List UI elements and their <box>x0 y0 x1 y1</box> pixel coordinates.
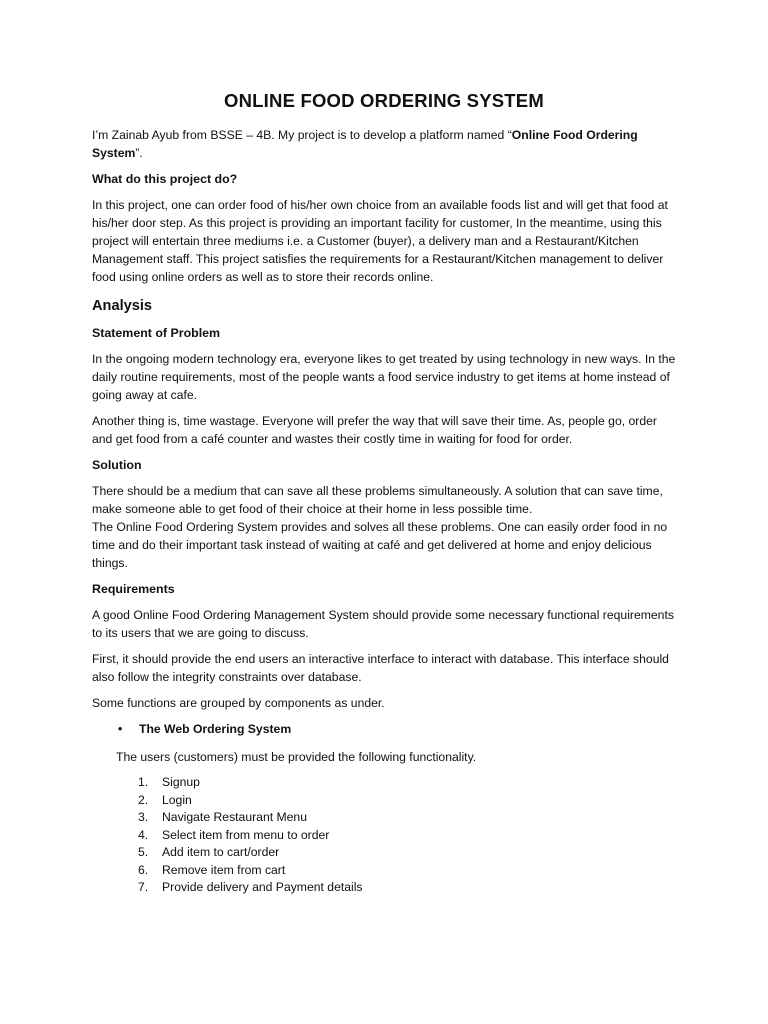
requirements-paragraph-1: A good Online Food Ordering Management System should provide some necessary functional requirements to its users that we are going to discuss. <box>92 608 674 640</box>
intro-prefix: I’m Zainab Ayub from BSSE – 4B. My project is to develop a platform named “ <box>92 128 512 142</box>
what-paragraph: In this project, one can order food of his/her own choice from an available foods list and will get that food at his/her door step. As this project is providing an important facility for customer, In the meantime, using this project will entertain three mediums i.e. a Customer (buyer), a delivery man and a Restaurant/Kitchen Management staff. This project satisfies the requirements for a Restaurant/Kitchen management to deliver food using online orders as well as to store their records online. <box>92 198 668 284</box>
problem-paragraph-1: In the ongoing modern technology era, everyone likes to get treated by using technology in new ways. In the daily routine requirements, most of the people wants a food service industry to get items at home instead of going away at cafe. <box>92 352 676 402</box>
users-paragraph: The users (customers) must be provided the following functionality. <box>116 750 477 764</box>
list-item <box>138 792 676 810</box>
bullet-item-label: The Web Ordering System <box>139 722 292 736</box>
list-item <box>138 879 676 897</box>
intro-paragraph <box>92 126 676 162</box>
problem-heading: Statement of Problem <box>92 326 221 340</box>
component-bullet-list <box>92 720 676 738</box>
document-title: ONLINE FOOD ORDERING SYSTEM <box>224 90 544 111</box>
requirements-paragraph-2: First, it should provide the end users an interactive interface to interact with database. This interface should also follow the integrity constraints over database. <box>92 652 669 684</box>
list-item <box>138 774 676 792</box>
analysis-heading: Analysis <box>92 298 153 314</box>
list-item-number: 7. <box>138 880 149 894</box>
list-item-text: Remove item from cart <box>162 862 286 877</box>
list-item-text: Add item to cart/order <box>162 845 280 859</box>
list-item-text: Signup <box>162 775 200 789</box>
list-item-number: 1. <box>138 775 149 789</box>
list-item-text: Provide delivery and Payment details <box>162 880 363 894</box>
intro-suffix: ”. <box>135 146 143 160</box>
list-item-number: 4. <box>138 827 149 842</box>
list-item-number: 6. <box>138 862 149 877</box>
list-item-text: Navigate Restaurant Menu <box>162 810 307 824</box>
intro-project-name: Online Food Ordering System <box>92 128 638 160</box>
solution-paragraph-2: The Online Food Ordering System provides and solves all these problems. One can easily order food in no time and do their important task instead of waiting at café and get delivered at home and enjoy delicious things. <box>92 520 668 570</box>
solution-paragraph-1: There should be a medium that can save all these problems simultaneously. A solution that can save time, make someone able to get food of their choice at their home in less possible time. <box>92 484 663 516</box>
requirements-heading: Requirements <box>92 582 175 596</box>
solution-heading: Solution <box>92 458 142 472</box>
problem-paragraph-2: Another thing is, time wastage. Everyone will prefer the way that will save their time. As, people go, order and get food from a café counter and wastes their costly time in waiting for food for order. <box>92 414 657 446</box>
list-item-text: Select item from menu to order <box>162 827 330 842</box>
bullet-glyph: • <box>118 722 123 736</box>
list-item <box>138 844 676 862</box>
list-item-number: 2. <box>138 792 149 807</box>
what-heading: What do this project do? <box>92 172 238 186</box>
requirements-paragraph-3: Some functions are grouped by components as under. <box>92 696 385 710</box>
bullet-item <box>118 720 676 738</box>
list-item-number: 5. <box>138 845 149 859</box>
list-item <box>138 827 676 845</box>
functionality-list <box>92 774 676 897</box>
list-item-text: Login <box>162 792 192 807</box>
list-item-number: 3. <box>138 810 149 824</box>
list-item <box>138 809 676 827</box>
list-item <box>138 862 676 880</box>
